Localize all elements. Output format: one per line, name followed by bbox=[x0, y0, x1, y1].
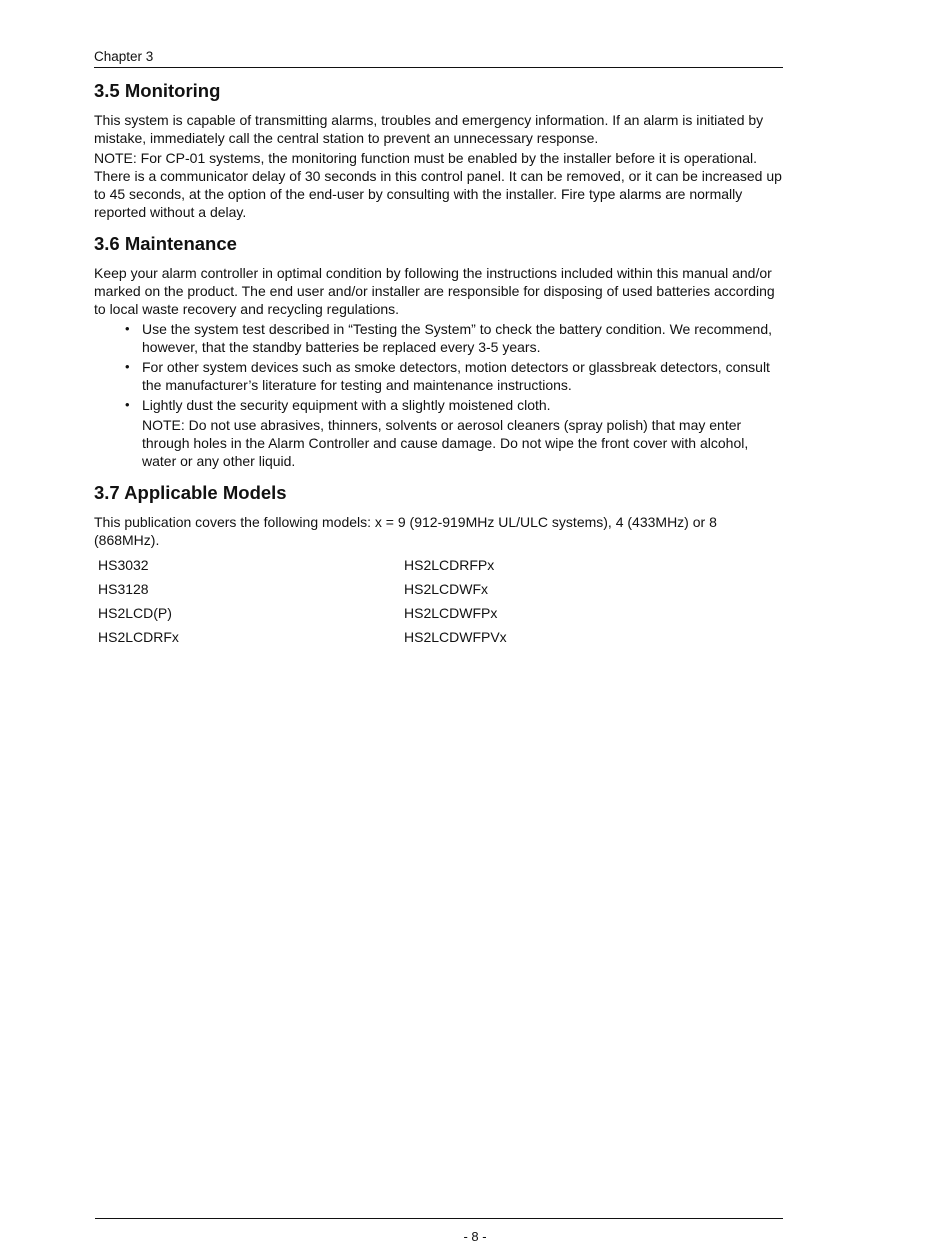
page-content bbox=[94, 48, 783, 649]
model-item: HS3032 bbox=[98, 557, 149, 573]
models-intro: This publication covers the following models: x = 9 (912-919MHz UL/ULC systems), 4 (433MHz) or 8 (868MHz). bbox=[94, 514, 717, 548]
chapter-header: Chapter 3 bbox=[94, 48, 783, 68]
monitoring-paragraph: This system is capable of transmitting alarms, troubles and emergency information. If an alarm is initiated by mistake, immediately call the central station to prevent an unnecessary response. bbox=[94, 112, 764, 146]
maintenance-paragraph: Keep your alarm controller in optimal condition by following the instructions included within this manual and/or marked on the product. The end user and/or installer are responsible for disposing of used batteries according to local waste recovery and recycling regulations. bbox=[94, 265, 775, 317]
model-item: HS2LCDRFx bbox=[98, 629, 179, 645]
bullet-item: • Lightly dust the security equipment with a slightly moistened cloth. bbox=[142, 396, 783, 414]
page-number: - 8 - bbox=[463, 1229, 487, 1244]
model-item: HS3128 bbox=[98, 581, 149, 597]
maintenance-note: NOTE: Do not use abrasives, thinners, solvents or aerosol cleaners (spray polish) that may enter through holes in the Alarm Controller and cause damage. Do not wipe the front cover with alcohol, water or any other liquid. bbox=[142, 417, 749, 469]
bullet-item: • For other system devices such as smoke detectors, motion detectors or glassbreak detectors, consult the manufacturer’s literature for testing and maintenance instructions. bbox=[142, 358, 783, 394]
model-item: HS2LCDWFx bbox=[404, 581, 489, 597]
footer-divider bbox=[95, 1218, 783, 1219]
monitoring-note: NOTE: For CP-01 systems, the monitoring function must be enabled by the installer before it is operational. There is a communicator delay of 30 seconds in this control panel. It can be removed, or it can be increased up to 45 seconds, at the option of the end-user by consulting with the installer. Fire type alarms are normally reported without a delay. bbox=[94, 150, 782, 220]
section-title-maintenance: 3.6 Maintenance bbox=[94, 233, 237, 254]
section-title-models: 3.7 Applicable Models bbox=[94, 482, 287, 503]
model-item: HS2LCDRFPx bbox=[404, 557, 495, 573]
model-item: HS2LCDWFPx bbox=[404, 605, 498, 621]
model-item: HS2LCDWFPVx bbox=[404, 629, 507, 645]
maintenance-bullet-list bbox=[94, 320, 783, 414]
model-item: HS2LCD(P) bbox=[98, 605, 172, 621]
bullet-item: • Use the system test described in “Testing the System” to check the battery condition. We recommend, however, that the standby batteries be replaced every 3-5 years. bbox=[142, 320, 783, 356]
models-table bbox=[98, 553, 783, 649]
section-title-monitoring: 3.5 Monitoring bbox=[94, 80, 221, 101]
